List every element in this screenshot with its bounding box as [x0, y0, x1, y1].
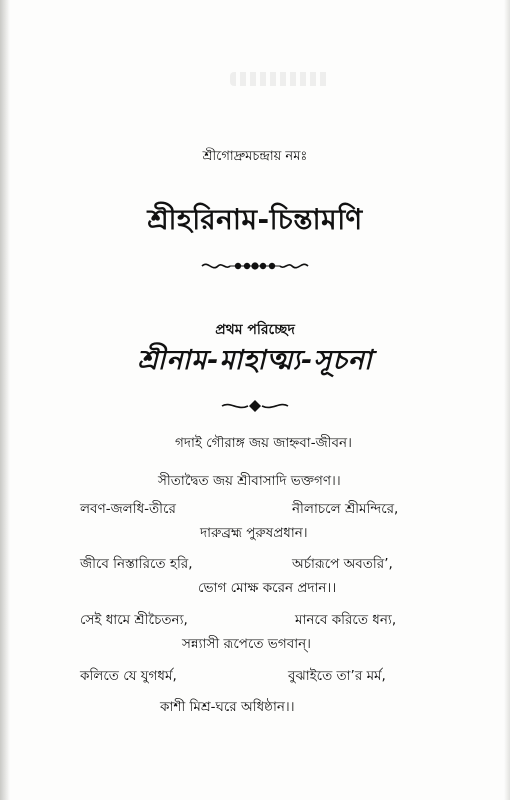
- invocation-line: শ্রীগোদ্রুমচন্দ্রায় নমঃ: [202, 149, 308, 164]
- verse-line-4: দারুব্রহ্ম পুরুষপ্রধান।: [200, 525, 308, 541]
- book-title: শ্রীহরিনাম-চিন্তামণি: [147, 203, 363, 236]
- verse-line-8: সন্ন্যাসী রূপেতে ভগবান্।: [182, 636, 312, 652]
- verse-line-2: সীতাদ্বৈত জয় শ্রীবাসাদি ভক্তগণ।।: [158, 473, 341, 489]
- bleed-through-mark: [230, 72, 330, 86]
- chapter-label: প্রথম পরিচ্ছেদ: [215, 322, 295, 338]
- verse-line-5b: অর্চারূপে অবতরি’,: [292, 556, 393, 572]
- verse-line-10: কাশী মিশ্র-ঘরে অধিষ্ঠান।।: [160, 699, 295, 715]
- verse-line-9a: কলিতে যে যুগধর্ম,: [80, 668, 177, 684]
- verse-line-3a: লবণ-জলধি-তীরে: [80, 501, 176, 517]
- verse-line-9b: বুঝাইতে তা’র মর্ম,: [288, 668, 386, 684]
- ornament-divider-icon: [0, 258, 510, 278]
- chapter-title: শ্রীনাম-মাহাত্ম্য-সূচনা: [137, 345, 373, 376]
- verse-line-5a: জীবে নিস্তারিতে হরি,: [80, 556, 193, 572]
- verse-line-7a: সেই ধামে শ্রীচৈতন্য,: [80, 612, 188, 628]
- verse-line-3b: নীলাচলে শ্রীমন্দিরে,: [292, 501, 399, 517]
- verse-line-6: ভোগ মোক্ষ করেন প্রদান।।: [198, 580, 337, 596]
- verse-line-1: গদাই গৌরাঙ্গ জয় জাহ্নবা-জীবন।: [175, 435, 352, 451]
- ornament-flourish-icon: [0, 398, 510, 417]
- verse-line-7b: মানবে করিতে ধন্য,: [295, 612, 397, 628]
